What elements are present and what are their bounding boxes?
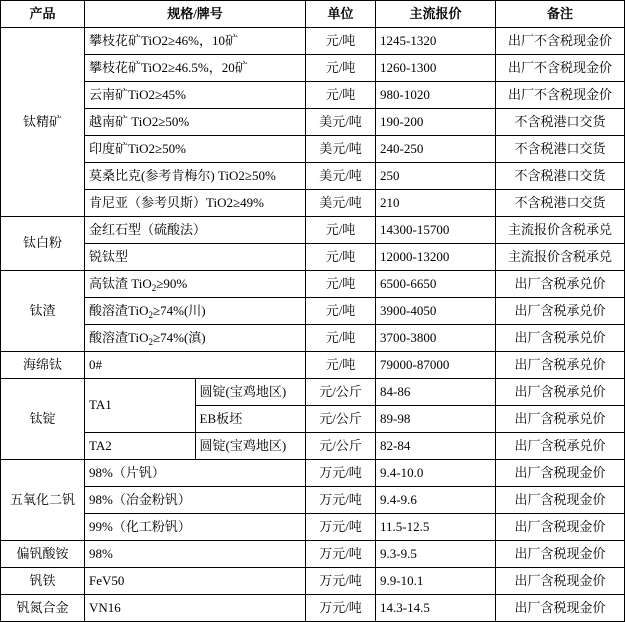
cell-spec: FeV50 xyxy=(85,568,306,595)
table-row xyxy=(1,541,625,568)
cell-spec: TA1 xyxy=(85,379,196,433)
cell-spec-detail: 圆锭(宝鸡地区) xyxy=(195,433,306,460)
cell-unit: 元/吨 xyxy=(306,244,376,271)
table-row xyxy=(1,244,625,271)
cell-unit: 万元/吨 xyxy=(306,460,376,487)
cell-spec: 99%（化工粉钒） xyxy=(85,514,306,541)
cell-spec: 98% xyxy=(85,541,306,568)
cell-price: 1260-1300 xyxy=(376,55,496,82)
table-row xyxy=(1,595,625,622)
table-body xyxy=(1,28,625,622)
cell-spec-detail: 圆锭(宝鸡地区) xyxy=(195,379,306,406)
cell-product: 海绵钛 xyxy=(1,352,85,379)
cell-unit: 元/吨 xyxy=(306,298,376,325)
cell-note: 出厂含税承兑价 xyxy=(496,406,625,433)
cell-spec: 98%（片钒） xyxy=(85,460,306,487)
cell-product: 五氧化二钒 xyxy=(1,460,85,541)
cell-unit: 美元/吨 xyxy=(306,136,376,163)
table-row xyxy=(1,325,625,352)
cell-unit: 元/吨 xyxy=(306,352,376,379)
cell-product: 钒铁 xyxy=(1,568,85,595)
cell-spec: 印度矿TiO2≥50% xyxy=(85,136,306,163)
cell-spec: 高钛渣 TiO$_2$≥90% xyxy=(85,271,306,298)
cell-spec: VN16 xyxy=(85,595,306,622)
cell-note: 不含税港口交货 xyxy=(496,136,625,163)
cell-note: 不含税港口交货 xyxy=(496,190,625,217)
cell-note: 出厂不含税现金价 xyxy=(496,28,625,55)
cell-spec: 攀枝花矿TiO2≥46%，10矿 xyxy=(85,28,306,55)
table-row xyxy=(1,136,625,163)
cell-unit: 元/公斤 xyxy=(306,379,376,406)
cell-price: 9.4-9.6 xyxy=(376,487,496,514)
cell-spec: 98%（冶金粉钒） xyxy=(85,487,306,514)
cell-spec: 酸溶渣TiO$_2$≥74%(滇) xyxy=(85,325,306,352)
cell-unit: 美元/吨 xyxy=(306,163,376,190)
cell-spec: 酸溶渣TiO$_2$≥74%(川) xyxy=(85,298,306,325)
cell-unit: 元/吨 xyxy=(306,271,376,298)
cell-spec: 肯尼亚（参考贝斯）TiO2≥49% xyxy=(85,190,306,217)
cell-spec: 攀枝花矿TiO2≥46.5%，20矿 xyxy=(85,55,306,82)
cell-note: 不含税港口交货 xyxy=(496,109,625,136)
cell-product: 钒氮合金 xyxy=(1,595,85,622)
table-row xyxy=(1,217,625,244)
table-row xyxy=(1,568,625,595)
cell-unit: 元/吨 xyxy=(306,217,376,244)
table-header xyxy=(1,1,625,28)
cell-spec: 锐钛型 xyxy=(85,244,306,271)
cell-product: 钛锭 xyxy=(1,379,85,460)
cell-spec: TA2 xyxy=(85,433,196,460)
cell-unit: 元/吨 xyxy=(306,55,376,82)
cell-spec: 莫桑比克(参考肯梅尔) TiO2≥50% xyxy=(85,163,306,190)
cell-price: 190-200 xyxy=(376,109,496,136)
cell-note: 出厂含税承兑价 xyxy=(496,271,625,298)
cell-note: 主流报价含税承兑 xyxy=(496,244,625,271)
cell-note: 出厂含税承兑价 xyxy=(496,325,625,352)
table-row xyxy=(1,460,625,487)
cell-unit: 元/吨 xyxy=(306,82,376,109)
cell-note: 出厂含税现金价 xyxy=(496,460,625,487)
cell-price: 9.4-10.0 xyxy=(376,460,496,487)
table-row xyxy=(1,433,625,460)
table-row xyxy=(1,487,625,514)
cell-product: 偏钒酸铵 xyxy=(1,541,85,568)
cell-unit: 万元/吨 xyxy=(306,487,376,514)
cell-price: 14.3-14.5 xyxy=(376,595,496,622)
cell-spec-detail: EB板坯 xyxy=(195,406,306,433)
cell-note: 出厂不含税现金价 xyxy=(496,82,625,109)
cell-unit: 美元/吨 xyxy=(306,109,376,136)
cell-note: 出厂含税现金价 xyxy=(496,568,625,595)
cell-price: 79000-87000 xyxy=(376,352,496,379)
cell-unit: 元/吨 xyxy=(306,325,376,352)
cell-product: 钛渣 xyxy=(1,271,85,352)
cell-note: 出厂不含税现金价 xyxy=(496,55,625,82)
cell-unit: 元/公斤 xyxy=(306,433,376,460)
cell-note: 出厂含税现金价 xyxy=(496,514,625,541)
header-price: 主流报价 xyxy=(376,1,496,28)
cell-price: 9.3-9.5 xyxy=(376,541,496,568)
cell-price: 210 xyxy=(376,190,496,217)
cell-spec: 云南矿TiO2≥45% xyxy=(85,82,306,109)
table-row xyxy=(1,514,625,541)
header-unit: 单位 xyxy=(306,1,376,28)
cell-unit: 万元/吨 xyxy=(306,514,376,541)
cell-unit: 美元/吨 xyxy=(306,190,376,217)
cell-note: 出厂含税承兑价 xyxy=(496,298,625,325)
cell-unit: 万元/吨 xyxy=(306,595,376,622)
header-note: 备注 xyxy=(496,1,625,28)
table-row xyxy=(1,82,625,109)
cell-price: 1245-1320 xyxy=(376,28,496,55)
cell-note: 出厂含税现金价 xyxy=(496,541,625,568)
table-row xyxy=(1,298,625,325)
cell-spec: 0# xyxy=(85,352,306,379)
cell-price: 11.5-12.5 xyxy=(376,514,496,541)
header-spec: 规格/牌号 xyxy=(85,1,306,28)
header-row xyxy=(1,1,625,28)
cell-note: 不含税港口交货 xyxy=(496,163,625,190)
cell-product: 钛精矿 xyxy=(1,28,85,217)
cell-price: 6500-6650 xyxy=(376,271,496,298)
cell-note: 出厂含税现金价 xyxy=(496,487,625,514)
table-row xyxy=(1,190,625,217)
cell-note: 出厂含税承兑价 xyxy=(496,352,625,379)
header-product: 产品 xyxy=(1,1,85,28)
cell-price: 12000-13200 xyxy=(376,244,496,271)
table-row xyxy=(1,163,625,190)
cell-note: 出厂含税承兑价 xyxy=(496,433,625,460)
cell-spec: 金红石型（硫酸法） xyxy=(85,217,306,244)
cell-note: 主流报价含税承兑 xyxy=(496,217,625,244)
cell-unit: 万元/吨 xyxy=(306,541,376,568)
table-row xyxy=(1,379,625,406)
cell-product: 钛白粉 xyxy=(1,217,85,271)
cell-price: 240-250 xyxy=(376,136,496,163)
cell-spec: 越南矿 TiO2≥50% xyxy=(85,109,306,136)
cell-price: 89-98 xyxy=(376,406,496,433)
cell-price: 82-84 xyxy=(376,433,496,460)
cell-unit: 元/公斤 xyxy=(306,406,376,433)
cell-price: 3700-3800 xyxy=(376,325,496,352)
cell-note: 出厂含税现金价 xyxy=(496,595,625,622)
table-row xyxy=(1,28,625,55)
cell-unit: 万元/吨 xyxy=(306,568,376,595)
cell-price: 250 xyxy=(376,163,496,190)
cell-price: 84-86 xyxy=(376,379,496,406)
table-row xyxy=(1,271,625,298)
table-row xyxy=(1,109,625,136)
table-row xyxy=(1,55,625,82)
table-row xyxy=(1,352,625,379)
cell-unit: 元/吨 xyxy=(306,28,376,55)
cell-price: 3900-4050 xyxy=(376,298,496,325)
cell-price: 980-1020 xyxy=(376,82,496,109)
cell-price: 9.9-10.1 xyxy=(376,568,496,595)
cell-note: 出厂含税承兑价 xyxy=(496,379,625,406)
cell-price: 14300-15700 xyxy=(376,217,496,244)
